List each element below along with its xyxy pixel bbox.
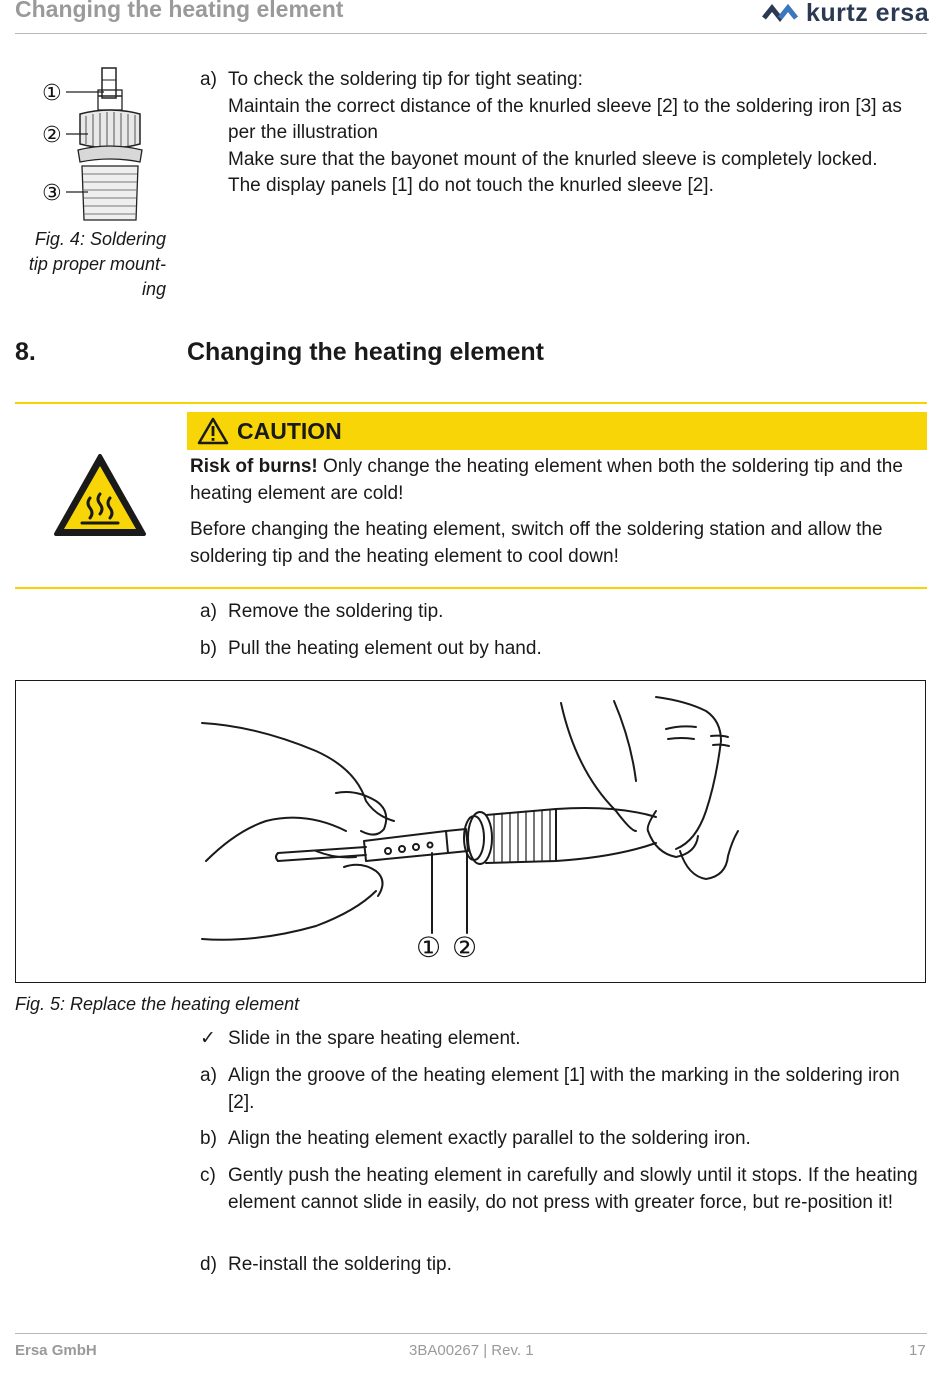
fig4-caption (15, 227, 166, 302)
step-text: Re-install the soldering tip. (228, 1254, 452, 1275)
caution-paragraph-2: Before changing the heating element, switch off the soldering station and allow the soldering tip and the heating element to cool down! (190, 519, 883, 567)
list-item (200, 67, 925, 200)
list-item (200, 1063, 925, 1116)
footer-doc-id: 3BA00267 | Rev. 1 (409, 1342, 534, 1359)
step-text: Pull the heating element out by hand. (228, 638, 542, 659)
fig5-callout-1: ① (416, 931, 442, 964)
checkmark-icon: ✓ (200, 1028, 216, 1049)
ersa-logo-icon (762, 2, 800, 24)
warning-triangle-icon (197, 417, 229, 445)
list-item (200, 599, 925, 626)
list-item (200, 1163, 925, 1216)
fig4-callout-3: ③ (42, 181, 62, 206)
page-number: 17 (909, 1342, 926, 1359)
footer-company: Ersa GmbH (15, 1342, 97, 1359)
step-line: The display panels [1] do not touch the knurled sleeve [2]. (228, 175, 714, 196)
step-label: a) (200, 1065, 217, 1086)
step-line: Maintain the correct distance of the knurled sleeve [2] to the soldering iron [3] as per the illustration (228, 95, 902, 143)
fig5-heating-element-illustration (16, 681, 924, 981)
brand-logo (762, 0, 929, 28)
fig5-caption: Fig. 5: Replace the heating element (15, 994, 300, 1014)
caution-banner (187, 412, 927, 450)
step-label: a) (200, 69, 217, 90)
header-divider (15, 33, 927, 34)
section-title: Changing the heating element (187, 338, 544, 366)
caution-bottom-rule (15, 587, 927, 589)
step-text: Gently push the heating element in carefully and slowly until it stops. If the heating element cannot slide in easily, do not press with greater force, but re-position it! (228, 1165, 918, 1213)
step-line: To check the soldering tip for tight seating: (228, 69, 583, 90)
footer-divider (15, 1333, 927, 1334)
caution-text (190, 454, 925, 580)
step-text: Slide in the spare heating element. (228, 1028, 521, 1049)
fig5-callout-2: ② (452, 931, 478, 964)
caution-lead: Risk of burns! (190, 456, 318, 477)
step-label: d) (200, 1254, 217, 1275)
hot-surface-warning-icon (52, 452, 148, 538)
section-number: 8. (15, 338, 36, 366)
fig4-caption-line: Fig. 4: Soldering (34, 229, 166, 249)
list-item (200, 1126, 925, 1153)
fig4-soldering-tip-illustration (40, 62, 150, 222)
step-line: Make sure that the bayonet mount of the knurled sleeve is completely locked. (228, 148, 878, 170)
step-text: Remove the soldering tip. (228, 601, 444, 622)
list-item (200, 636, 925, 663)
caution-label: CAUTION (237, 417, 342, 444)
fig4-caption-line: ing (141, 279, 166, 299)
fig4-callout-2: ② (42, 123, 62, 148)
step-label: a) (200, 601, 217, 622)
brand-name: kurtz ersa (806, 0, 930, 27)
caution-top-rule (15, 402, 927, 404)
list-item (200, 1026, 925, 1053)
step-text: Align the groove of the heating element [1] with the marking in the soldering iron [2]. (228, 1065, 900, 1113)
fig5-frame (15, 680, 926, 983)
step-label: b) (200, 638, 217, 659)
fig4-callout-1: ① (42, 81, 62, 106)
fig4-caption-line: tip proper mount- (28, 254, 166, 274)
list-item (200, 1252, 925, 1279)
caution-text-1: Only change the heating element when both the soldering tip and the heating element are cold! (190, 456, 903, 504)
step-label: c) (200, 1165, 216, 1186)
page-header-title: Changing the heating element (15, 0, 344, 22)
step-text: Align the heating element exactly parallel to the soldering iron. (228, 1128, 751, 1149)
step-label: b) (200, 1128, 217, 1149)
caution-paragraph (190, 454, 925, 507)
